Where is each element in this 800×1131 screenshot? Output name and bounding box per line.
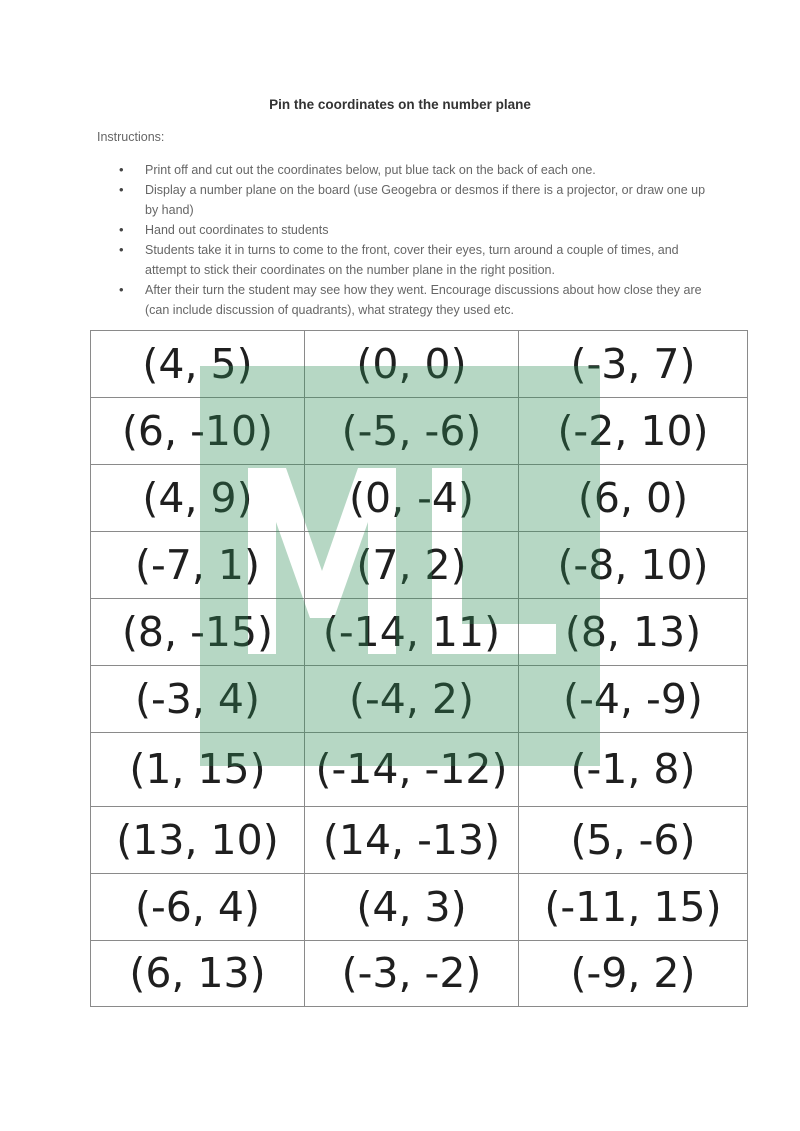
coordinate-card: (14, -13) bbox=[305, 807, 519, 874]
instruction-item: • After their turn the student may see how they went. Encourage discussions about how close they are (can include discussion of quadrants), what strategy they used etc. bbox=[97, 280, 717, 320]
coordinate-card: (4, 3) bbox=[305, 874, 519, 941]
coordinate-card: (-14, -12) bbox=[305, 733, 519, 807]
coordinate-card: (6, 0) bbox=[519, 465, 748, 532]
coordinate-card: (-7, 1) bbox=[91, 532, 305, 599]
coordinate-card: (-1, 8) bbox=[519, 733, 748, 807]
coordinate-card: (1, 15) bbox=[91, 733, 305, 807]
coordinates-row bbox=[91, 666, 748, 733]
coordinates-row bbox=[91, 874, 748, 941]
coordinate-card: (6, -10) bbox=[91, 398, 305, 465]
coordinate-card: (8, 13) bbox=[519, 599, 748, 666]
coordinates-row bbox=[91, 807, 748, 874]
coordinate-card: (-3, 4) bbox=[91, 666, 305, 733]
coordinate-card: (5, -6) bbox=[519, 807, 748, 874]
coordinate-card: (7, 2) bbox=[305, 532, 519, 599]
coordinate-card: (4, 5) bbox=[91, 331, 305, 398]
instruction-item: • Students take it in turns to come to the front, cover their eyes, turn around a couple of times, and attempt to stick their coordinates on the number plane in the right position. bbox=[97, 240, 717, 280]
coordinate-card: (-11, 15) bbox=[519, 874, 748, 941]
coordinates-row bbox=[91, 331, 748, 398]
coordinates-row bbox=[91, 599, 748, 666]
instruction-item: • Print off and cut out the coordinates below, put blue tack on the back of each one. bbox=[97, 160, 717, 180]
coordinate-card: (-8, 10) bbox=[519, 532, 748, 599]
coordinate-card: (0, -4) bbox=[305, 465, 519, 532]
coordinate-card: (-4, -9) bbox=[519, 666, 748, 733]
coordinate-card: (-14, 11) bbox=[305, 599, 519, 666]
coordinate-card: (4, 9) bbox=[91, 465, 305, 532]
coordinate-card: (-3, 7) bbox=[519, 331, 748, 398]
coordinate-card: (0, 0) bbox=[305, 331, 519, 398]
coordinate-card: (-9, 2) bbox=[519, 941, 748, 1007]
coordinates-row bbox=[91, 733, 748, 807]
coordinate-card: (-2, 10) bbox=[519, 398, 748, 465]
coordinate-card: (-6, 4) bbox=[91, 874, 305, 941]
coordinate-card: (13, 10) bbox=[91, 807, 305, 874]
coordinates-row bbox=[91, 941, 748, 1007]
page-title: Pin the coordinates on the number plane bbox=[269, 97, 531, 112]
coordinate-card: (8, -15) bbox=[91, 599, 305, 666]
coordinates-table bbox=[90, 330, 748, 1007]
coordinates-row bbox=[91, 465, 748, 532]
coordinates-row bbox=[91, 532, 748, 599]
instructions-label: Instructions: bbox=[97, 130, 165, 144]
coordinate-card: (-5, -6) bbox=[305, 398, 519, 465]
coordinate-card: (-3, -2) bbox=[305, 941, 519, 1007]
coordinate-card: (-4, 2) bbox=[305, 666, 519, 733]
instructions-list bbox=[97, 160, 717, 320]
instruction-item: • Hand out coordinates to students bbox=[97, 220, 717, 240]
coordinate-card: (6, 13) bbox=[91, 941, 305, 1007]
instruction-item: • Display a number plane on the board (use Geogebra or desmos if there is a projector, or draw one up by hand) bbox=[97, 180, 717, 220]
coordinates-row bbox=[91, 398, 748, 465]
